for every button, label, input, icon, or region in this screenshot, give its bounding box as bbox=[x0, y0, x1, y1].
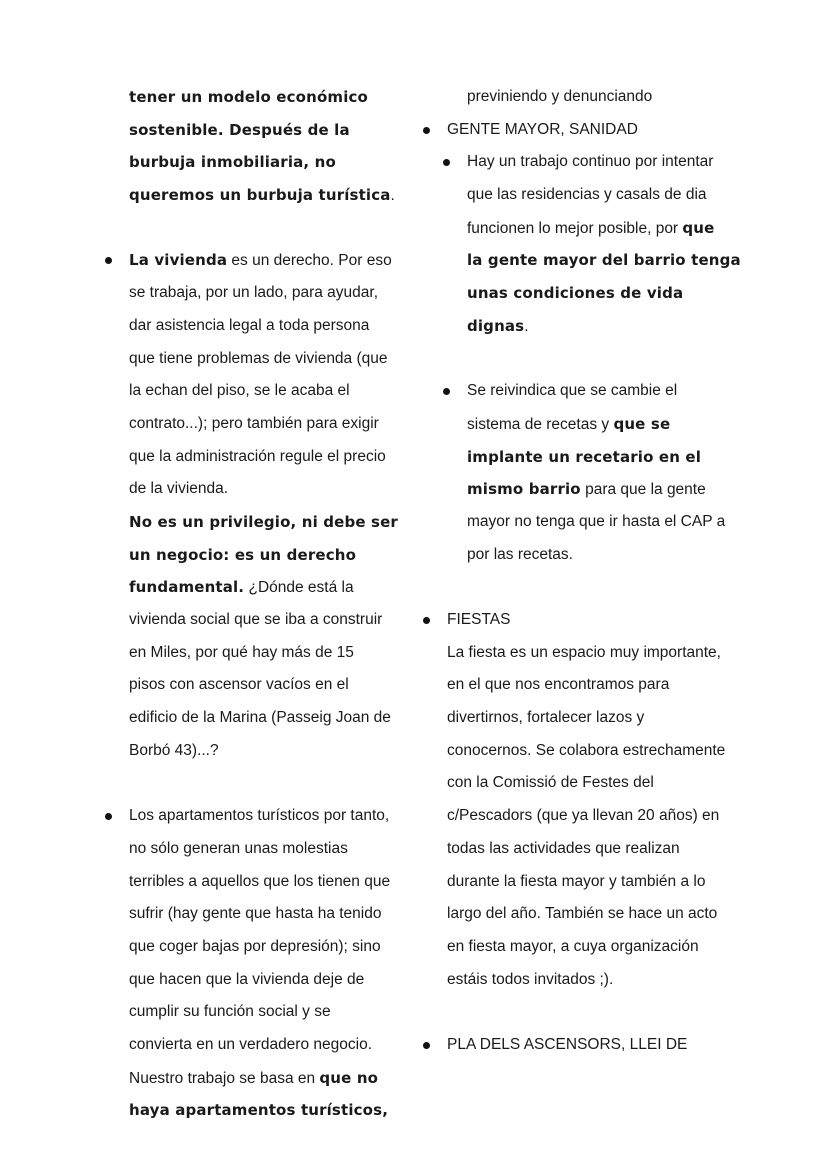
text-line: burbuja inmobiliaria, no bbox=[129, 153, 336, 172]
bullet-gente-mayor: GENTE MAYOR, SANIDAD bbox=[447, 114, 757, 147]
text-line: en fiesta mayor, a cuya organización bbox=[447, 937, 699, 955]
text-line: sistema de recetas y que se bbox=[467, 414, 671, 433]
text-line: edificio de la Marina (Passeig Joan de bbox=[129, 709, 391, 727]
text-line: dignas. bbox=[467, 316, 529, 335]
text-line: en Miles, por qué hay más de 15 bbox=[129, 643, 354, 661]
text-line: mayor no tenga que ir hasta el CAP a bbox=[467, 512, 726, 530]
text-line: que las residencias y casals de dia bbox=[467, 186, 707, 204]
bullet-pla-ascensors: PLA DELS ASCENSORS, LLEI DE bbox=[447, 1029, 757, 1062]
text-line: durante la fiesta mayor y también a lo bbox=[447, 872, 706, 890]
text-line: todas las actividades que realizan bbox=[447, 839, 680, 857]
text-line: un negocio: es un derecho bbox=[129, 545, 357, 564]
text-line: no sólo generan unas molestias bbox=[129, 839, 348, 857]
text-line: la echan del piso, se le acaba el bbox=[129, 382, 350, 400]
text-line: que la administración regule el precio bbox=[129, 447, 386, 465]
bullet-vivienda: La vivienda es un derecho. Por eso bbox=[129, 244, 414, 277]
text-line: fundamental. ¿Dónde está la bbox=[129, 578, 354, 597]
sub-bullet-residencias: Hay un trabajo continuo por intentar bbox=[447, 146, 757, 179]
text-line: en el que nos encontramos para bbox=[447, 676, 670, 694]
text-line: que tiene problemas de vivienda (que bbox=[129, 349, 388, 367]
text-line: contrato...); pero también para exigir bbox=[129, 414, 379, 432]
text-line: largo del año. También se hace un acto bbox=[447, 905, 718, 923]
text-line: tener un modelo económico bbox=[129, 88, 368, 106]
text-line: La fiesta es un espacio muy importante, bbox=[447, 643, 721, 661]
text-line: cumplir su función social y se bbox=[129, 1003, 331, 1021]
text-line: dar asistencia legal a toda persona bbox=[129, 316, 370, 334]
text-line: convierta en un verdadero negocio. bbox=[129, 1035, 372, 1053]
text-line: que hacen que la vivienda deje de bbox=[129, 970, 365, 988]
text-line: terribles a aquellos que los tienen que bbox=[129, 872, 391, 890]
text-line: con la Comissió de Festes del bbox=[447, 774, 654, 792]
text-line: estáis todos invitados ;). bbox=[447, 970, 614, 988]
text-line: divertirnos, fortalecer lazos y bbox=[447, 709, 645, 727]
bullet-apartamentos: Los apartamentos turísticos por tanto, bbox=[129, 800, 414, 833]
text-line: sufrir (hay gente que hasta ha tenido bbox=[129, 905, 382, 923]
text-line: que coger bajas por depresión); sino bbox=[129, 937, 381, 955]
text-line: funcionen lo mejor posible, por que bbox=[467, 218, 715, 237]
text-line: se trabaja, por un lado, para ayudar, bbox=[129, 284, 379, 302]
bullet-dot bbox=[443, 388, 450, 395]
text-line: unas condiciones de vida bbox=[467, 284, 684, 303]
bullet-fiestas: FIESTAS bbox=[447, 604, 757, 637]
text-line: c/Pescadors (que ya llevan 20 años) en bbox=[447, 807, 720, 825]
bullet-dot bbox=[443, 159, 450, 166]
text-line: mismo barrio para que la gente bbox=[467, 480, 706, 499]
left-column bbox=[129, 81, 414, 1127]
text-line: sostenible. Después de la bbox=[129, 120, 350, 139]
text-line: Nuestro trabajo se basa en que no bbox=[129, 1068, 379, 1087]
text-line: haya apartamentos turísticos, bbox=[129, 1101, 389, 1120]
text-line: previniendo y denunciando bbox=[467, 88, 653, 105]
right-column bbox=[447, 81, 757, 1062]
text-line: por las recetas. bbox=[467, 545, 573, 563]
text-line: Borbó 43)...? bbox=[129, 741, 219, 759]
text-line: de la vivienda. bbox=[129, 480, 229, 498]
text-line: conocernos. Se colabora estrechamente bbox=[447, 741, 726, 759]
text-line: pisos con ascensor vacíos en el bbox=[129, 676, 349, 694]
text-line: queremos un burbuja turística. bbox=[129, 186, 395, 205]
text-line: No es un privilegio, ni debe ser bbox=[129, 512, 398, 531]
text-line: vivienda social que se iba a construir bbox=[129, 611, 383, 628]
text-line: implante un recetario en el bbox=[467, 447, 702, 466]
text-line: la gente mayor del barrio tenga bbox=[467, 251, 741, 270]
sub-bullet-recetas: Se reivindica que se cambie el bbox=[447, 375, 757, 408]
